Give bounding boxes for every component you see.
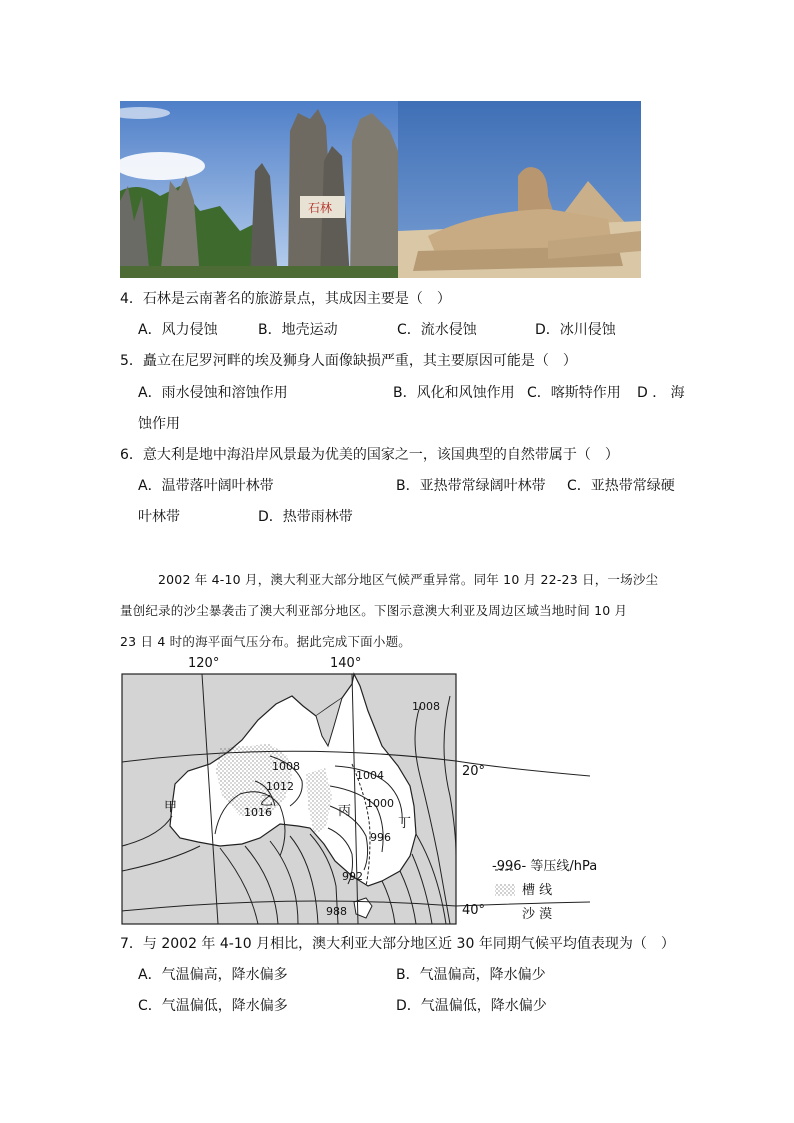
legend-isobar bbox=[492, 858, 597, 876]
lon-label-140: 140° bbox=[330, 656, 362, 671]
region-label-jia: 甲 bbox=[164, 800, 178, 815]
region-label-bing: 丙 bbox=[338, 804, 352, 819]
stone-forest-photo bbox=[120, 101, 398, 278]
isobar-label: 1008 bbox=[272, 760, 300, 773]
legend-trough bbox=[522, 882, 552, 900]
legend-isobar-text: 等压线/hPa bbox=[530, 859, 598, 874]
q5-option-c: C．喀斯特作用 bbox=[527, 385, 621, 401]
q4-option-c: C．流水侵蚀 bbox=[397, 322, 477, 338]
isobar-label: 1008 bbox=[412, 700, 440, 713]
legend-isobar-sample: -996- bbox=[492, 859, 527, 874]
intro-line-1: 2002 年 4-10 月，澳大利亚大部分地区气候严重异常。同年 10 月 22-23 日，一场沙尘 bbox=[158, 572, 659, 587]
isobar-label: 1000 bbox=[366, 797, 394, 810]
question-4-stem: 4．石林是云南著名的旅游景点，其成因主要是（ ） bbox=[120, 291, 451, 307]
lat-label-20: 20° bbox=[462, 764, 486, 779]
q6-option-c-cont: 叶林带 bbox=[138, 509, 180, 525]
isobar-label: 988 bbox=[326, 905, 347, 918]
legend-desert-text: 沙 漠 bbox=[522, 907, 553, 922]
q5-option-d-cont: 蚀作用 bbox=[138, 416, 180, 432]
q6-option-c: C．亚热带常绿硬 bbox=[567, 478, 675, 494]
q7-option-b: B．气温偏高，降水偏少 bbox=[396, 967, 546, 983]
q4-option-b: B．地壳运动 bbox=[258, 322, 338, 338]
svg-text:石林: 石林 bbox=[308, 201, 333, 215]
intro-line-3: 23 日 4 时的海平面气压分布。据此完成下面小题。 bbox=[120, 634, 411, 649]
lat-label-40: 40° bbox=[462, 903, 486, 918]
isobar-label: 1004 bbox=[356, 769, 384, 782]
q4-option-d: D．冰川侵蚀 bbox=[535, 322, 616, 338]
q6-option-b: B．亚热带常绿阔叶林带 bbox=[396, 478, 546, 494]
legend-trough-text: 槽 线 bbox=[522, 883, 553, 898]
q4-option-a: A．风力侵蚀 bbox=[138, 322, 218, 338]
question-5-stem: 5．矗立在尼罗河畔的埃及狮身人面像缺损严重，其主要原因可能是（ ） bbox=[120, 353, 577, 369]
q7-option-a: A．气温偏高，降水偏多 bbox=[138, 967, 288, 983]
q5-option-d: D ． 海 bbox=[637, 385, 685, 401]
isobar-label: 1016 bbox=[244, 806, 272, 819]
q5-option-b: B．风化和风蚀作用 bbox=[393, 385, 515, 401]
isobar-label: 996 bbox=[370, 831, 391, 844]
isobar-label: 992 bbox=[342, 870, 363, 883]
q6-option-a: A．温带落叶阔叶林带 bbox=[138, 478, 274, 494]
isobar-label: 1012 bbox=[266, 780, 294, 793]
q5-option-a: A．雨水侵蚀和溶蚀作用 bbox=[138, 385, 288, 401]
q7-option-d: D．气温偏低，降水偏少 bbox=[396, 998, 547, 1014]
q7-option-c: C．气温偏低，降水偏多 bbox=[138, 998, 288, 1014]
question-7-stem: 7．与 2002 年 4-10 月相比，澳大利亚大部分地区近 30 年同期气候平均值表现为（ ） bbox=[120, 936, 675, 952]
photo-strip bbox=[120, 101, 641, 278]
lon-label-120: 120° bbox=[188, 656, 220, 671]
q6-option-d: D．热带雨林带 bbox=[258, 509, 353, 525]
region-label-ding: 丁 bbox=[398, 816, 412, 831]
question-6-stem: 6．意大利是地中海沿岸风景最为优美的国家之一，该国典型的自然带属于（ ） bbox=[120, 447, 619, 463]
legend-desert bbox=[522, 906, 552, 924]
sphinx-photo bbox=[398, 101, 641, 278]
australia-pressure-map bbox=[120, 656, 620, 928]
region-label-yi: 乙 bbox=[260, 794, 274, 809]
intro-line-2: 量创纪录的沙尘暴袭击了澳大利亚部分地区。下图示意澳大利亚及周边区域当地时间 10 月 bbox=[120, 603, 628, 618]
